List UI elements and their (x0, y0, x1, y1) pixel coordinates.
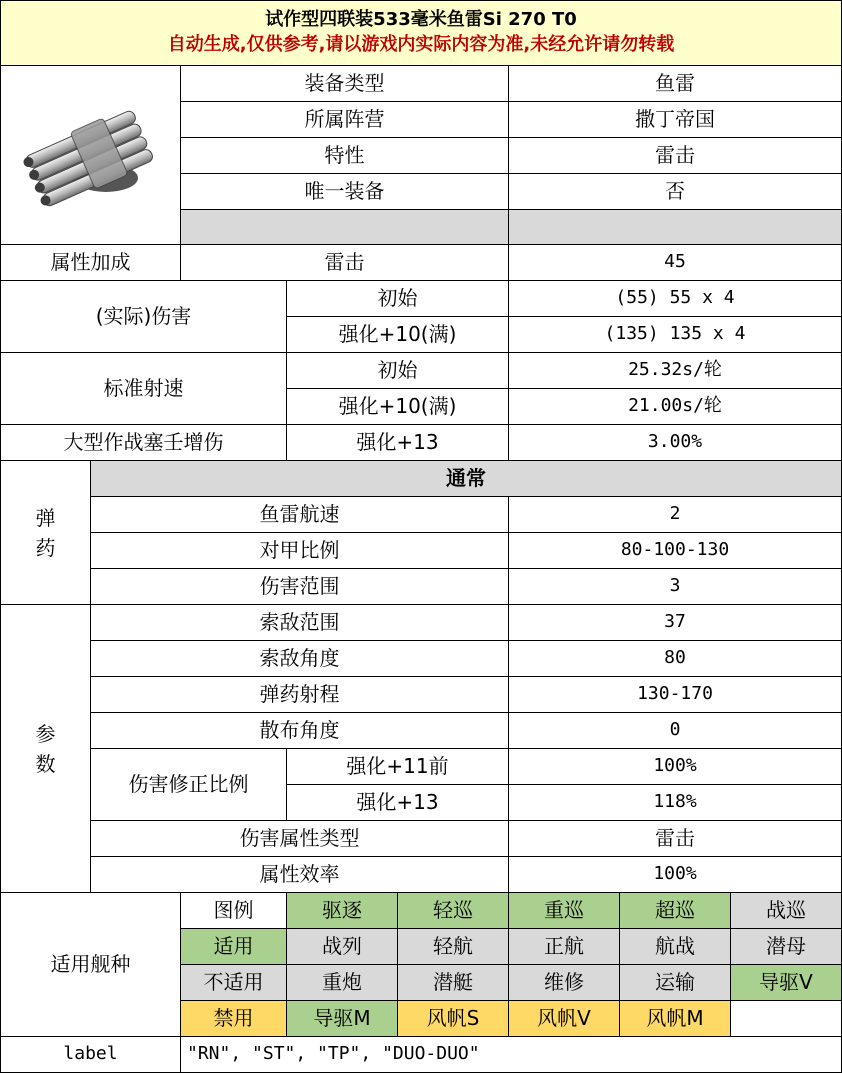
params-group-char: 数 (35, 751, 56, 776)
param-row-label: 索敌角度 (90, 640, 509, 677)
param-row-label: 散布角度 (90, 712, 509, 749)
param-row-value: 80 (508, 640, 842, 677)
ammo-row-label: 伤害范围 (90, 568, 509, 605)
ship-type-cell: 超巡 (619, 892, 731, 929)
legend-banned: 禁用 (180, 1000, 287, 1037)
fire-rate-max-label: 强化+10(满) (286, 388, 509, 425)
info-label: 装备类型 (180, 65, 509, 102)
ship-type-cell: 重炮 (286, 964, 398, 1001)
damage-modifier-level: 强化+11前 (286, 748, 509, 785)
params-group-char: 参 (35, 721, 56, 746)
ship-type-cell: 导驱V (730, 964, 842, 1001)
fire-rate-initial-value: 25.32s/轮 (508, 352, 842, 389)
damage-max-label: 强化+10(满) (286, 316, 509, 353)
ship-type-cell: 战列 (286, 928, 398, 965)
param-row-value: 雷击 (508, 820, 842, 857)
param-row-value: 37 (508, 604, 842, 641)
damage-modifier-level: 强化+13 (286, 784, 509, 821)
ammo-row-value: 80-100-130 (508, 532, 842, 569)
param-row-label: 弹药射程 (90, 676, 509, 713)
empty-cell (180, 209, 509, 245)
ship-type-cell: 轻航 (397, 928, 509, 965)
label-key: label (0, 1036, 181, 1073)
fire-rate-max-value: 21.00s/轮 (508, 388, 842, 425)
copyright-notice: 自动生成,仅供参考,请以游戏内实际内容为准,未经允许请勿转载 (167, 34, 675, 55)
info-value: 否 (508, 173, 842, 210)
equipment-title: 试作型四联装533毫米鱼雷Si 270 T0 (265, 9, 577, 30)
damage-initial-value: (55) 55 x 4 (508, 280, 842, 317)
ammo-row-value: 2 (508, 496, 842, 533)
damage-max-value: (135) 135 x 4 (508, 316, 842, 353)
legend-title: 图例 (180, 892, 287, 929)
param-row-label: 索敌范围 (90, 604, 509, 641)
bonus-value: 45 (508, 244, 842, 281)
title-banner (0, 0, 842, 66)
ammo-group-char: 药 (35, 535, 56, 560)
legend-not-usable: 不适用 (180, 964, 287, 1001)
empty-cell (508, 209, 842, 245)
ship-type-cell: 潜艇 (397, 964, 509, 1001)
siren-bonus-value: 3.00% (508, 424, 842, 461)
ammo-group-char: 弹 (35, 505, 56, 530)
ship-type-cell: 驱逐 (286, 892, 398, 929)
equipment-image (0, 65, 181, 245)
params-group-label (0, 604, 91, 893)
ammo-header: 通常 (90, 460, 842, 497)
siren-bonus-level: 强化+13 (286, 424, 509, 461)
info-value: 鱼雷 (508, 65, 842, 102)
fire-rate-label: 标准射速 (0, 352, 287, 425)
ship-type-cell: 重巡 (508, 892, 620, 929)
ammo-row-label: 鱼雷航速 (90, 496, 509, 533)
ammo-row-label: 对甲比例 (90, 532, 509, 569)
param-row-value: 0 (508, 712, 842, 749)
info-label: 特性 (180, 137, 509, 174)
info-value: 雷击 (508, 137, 842, 174)
ship-type-cell: 航战 (619, 928, 731, 965)
param-row-value: 100% (508, 856, 842, 893)
param-row-value: 130-170 (508, 676, 842, 713)
info-value: 撒丁帝国 (508, 101, 842, 138)
ammo-row-value: 3 (508, 568, 842, 605)
ammo-group-label (0, 460, 91, 605)
ship-type-cell: 运输 (619, 964, 731, 1001)
ship-type-cell: 维修 (508, 964, 620, 1001)
fire-rate-initial-label: 初始 (286, 352, 509, 389)
siren-bonus-label: 大型作战塞壬增伤 (0, 424, 287, 461)
ship-type-cell: 风帆S (397, 1000, 509, 1037)
info-label: 唯一装备 (180, 173, 509, 210)
param-row-label: 伤害属性类型 (90, 820, 509, 857)
ship-type-cell: 战巡 (730, 892, 842, 929)
ship-type-cell: 导驱M (286, 1000, 398, 1037)
ship-type-cell: 潜母 (730, 928, 842, 965)
ship-type-cell: 轻巡 (397, 892, 509, 929)
bonus-label: 属性加成 (0, 244, 181, 281)
ship-types-label: 适用舰种 (0, 892, 181, 1037)
legend-usable: 适用 (180, 928, 287, 965)
param-row-label: 属性效率 (90, 856, 509, 893)
torpedo-launcher-icon (11, 100, 171, 210)
damage-modifier-label: 伤害修正比例 (90, 748, 287, 821)
damage-label: (实际)伤害 (0, 280, 287, 353)
bonus-stat: 雷击 (180, 244, 509, 281)
empty-cell (730, 1000, 842, 1037)
label-value: "RN", "ST", "TP", "DUO-DUO" (180, 1036, 842, 1073)
ship-type-cell: 风帆V (508, 1000, 620, 1037)
ship-type-cell: 风帆M (619, 1000, 731, 1037)
damage-modifier-value: 118% (508, 784, 842, 821)
damage-initial-label: 初始 (286, 280, 509, 317)
damage-modifier-value: 100% (508, 748, 842, 785)
info-label: 所属阵营 (180, 101, 509, 138)
ship-type-cell: 正航 (508, 928, 620, 965)
